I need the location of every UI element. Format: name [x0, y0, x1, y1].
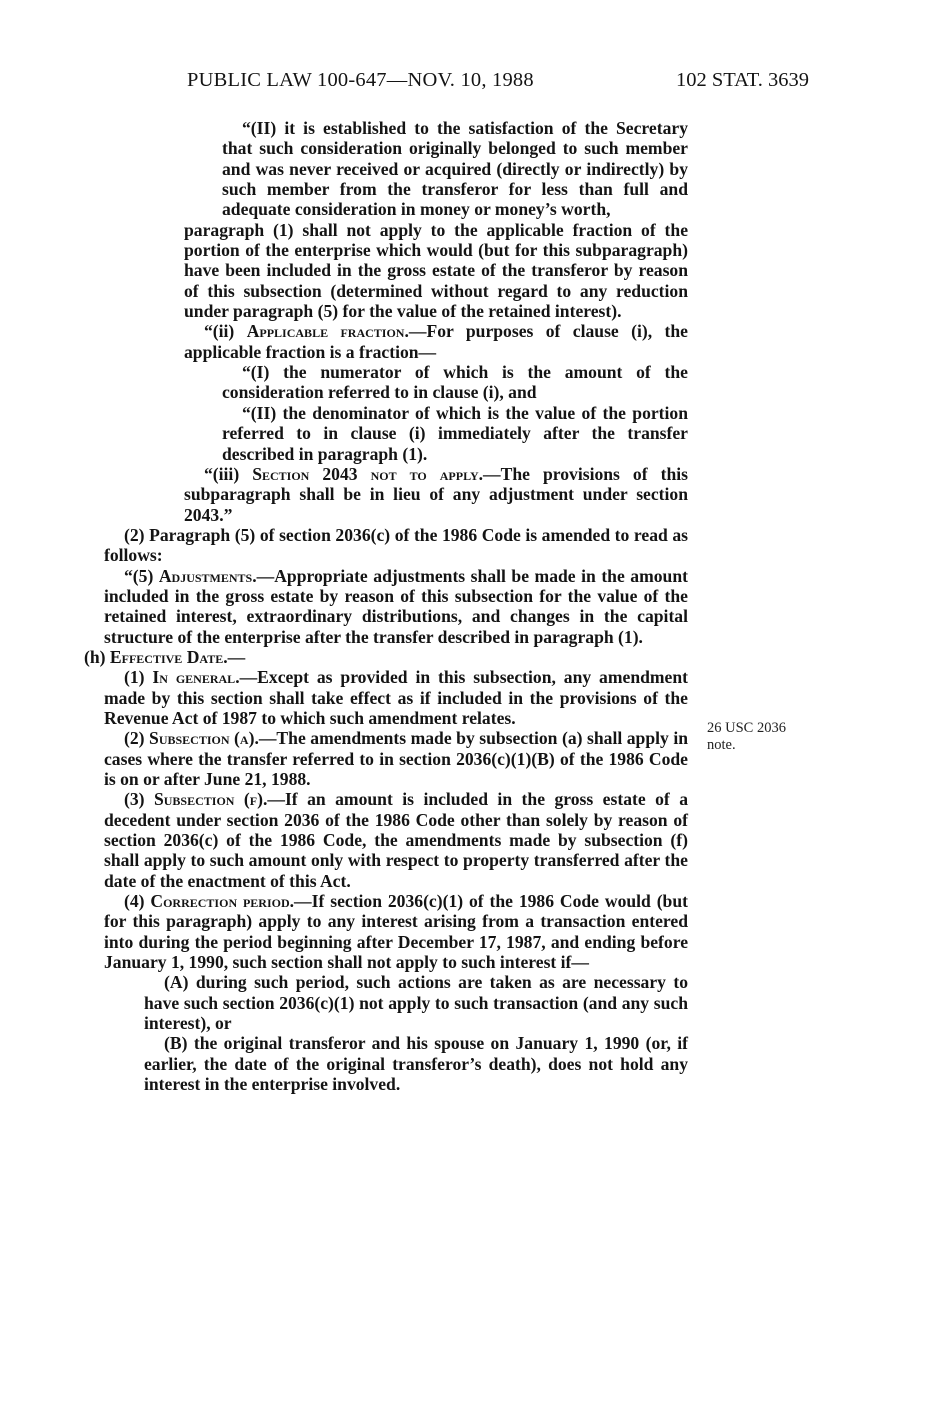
clause-text: .—For purposes of clause (i), the applicable fraction is a fraction—: [184, 321, 688, 362]
paragraph-text: .—Except as provided in this subsection, any amendment made by this section shall take effect as if included in the provisions of the Revenue Act of 1987 to which such amendment relates.: [104, 667, 688, 728]
paragraph-5-adjustments: [104, 566, 688, 647]
subclause-ii-established: “(II) it is established to the satisfaction of the Secretary that such consideration originally belonged to such member and was never received or acquired (directly or indirectly) by such member from the transferor for less than full and adequate consideration in money or money’s worth,: [222, 118, 688, 220]
subsection-dash: .—: [223, 646, 246, 667]
clause-heading: Applicable fraction: [246, 321, 405, 342]
paragraph-number: (1): [124, 667, 153, 688]
paragraph-number: (2): [124, 728, 150, 749]
margin-note-label: note.: [707, 737, 736, 753]
paragraph-2-amendment: (2) Paragraph (5) of section 2036(c) of the 1986 Code is amended to read as follows:: [104, 524, 688, 566]
paragraph-heading: Correction period: [150, 891, 290, 912]
paragraph-heading: Adjustments: [158, 565, 253, 586]
subparagraph-a-actions: (A) during such period, such actions are taken as are necessary to have such section 2036(c)(1) not apply to such transaction (and any such interest), or: [144, 972, 688, 1034]
statute-body: [0, 118, 949, 1095]
paragraph-3-subsection-f: [104, 789, 688, 891]
paragraph-2-subsection-a: [104, 728, 688, 789]
running-header-stat-page: 102 STAT. 3639: [676, 69, 809, 91]
margin-note-citation: 26 USC 2036: [707, 720, 786, 736]
running-header-title: PUBLIC LAW 100-647—NOV. 10, 1988: [187, 69, 534, 91]
subsection-heading: Effective Date: [109, 646, 224, 667]
clause-ii-applicable-fraction: [184, 321, 688, 362]
clause-text: .—The provisions of this subparagraph shall be in lieu of any adjustment under section 2043.”: [184, 463, 688, 525]
flush-paragraph-applicable-fraction: paragraph (1) shall not apply to the applicable fraction of the portion of the enterprise which would (but for this subparagraph) have been included in the gross estate of the transferor by reason of this subsection (determined without regard to any reduction under paragraph (5) for the value of the retained interest).: [184, 219, 688, 322]
subsection-letter: (h): [84, 646, 110, 667]
subclause-ii-denominator: “(II) the denominator of which is the value of the portion referred to in clause (i) immediately after the transfer described in paragraph (1).: [222, 402, 688, 464]
paragraph-text: .—Appropriate adjustments shall be made in the amount included in the gross estate by reason of this subsection for the value of the retained interest, extraordinary distributions, and changes in the capital structure of the enterprise after the transfer described in paragraph (1).: [104, 565, 688, 647]
clause-number: “(ii): [204, 321, 247, 342]
paragraph-number: (4): [124, 891, 151, 912]
subsection-h-effective-date: [84, 647, 688, 667]
paragraph-heading: In general: [152, 667, 236, 688]
paragraph-text: .—The amendments made by subsection (a) shall apply in cases where the transfer referred to in section 2036(c)(1)(B) of the 1986 Code is on or after June 21, 1988.: [104, 728, 689, 789]
subparagraph-b-original-transferor: (B) the original transferor and his spouse on January 1, 1990 (or, if earlier, the date of the original transferor’s death), does not hold any interest in the enterprise involved.: [144, 1033, 688, 1095]
paragraph-number: (3): [124, 789, 154, 810]
paragraph-4-correction-period: [104, 891, 688, 972]
subclause-i-numerator: “(I) the numerator of which is the amount of the consideration referred to in clause (i), and: [222, 362, 688, 403]
clause-number: “(iii): [204, 463, 253, 484]
paragraph-text: .—If an amount is included in the gross estate of a decedent under section 2036 of the 1986 Code other than solely by reason of section 2036(c) of the 1986 Code, the amendments made by subsection (f) shall apply to such amount only with respect to property transferred after the date of the enactment of this Act.: [104, 789, 689, 891]
paragraph-number: “(5): [124, 565, 159, 586]
paragraph-text: .—If section 2036(c)(1) of the 1986 Code would (but for this paragraph) apply to any interest arising from a transaction entered into during the period beginning after December 17, 1987, and ending before January 1, 1990, such section shall not apply to such interest if—: [104, 891, 688, 973]
paragraph-heading: Subsection (a): [149, 728, 255, 749]
paragraph-heading: Subsection (f): [153, 789, 263, 810]
clause-heading: Section 2043 not to apply: [252, 463, 479, 484]
paragraph-1-in-general: [104, 667, 688, 728]
clause-iii-section-2043: [184, 464, 688, 525]
